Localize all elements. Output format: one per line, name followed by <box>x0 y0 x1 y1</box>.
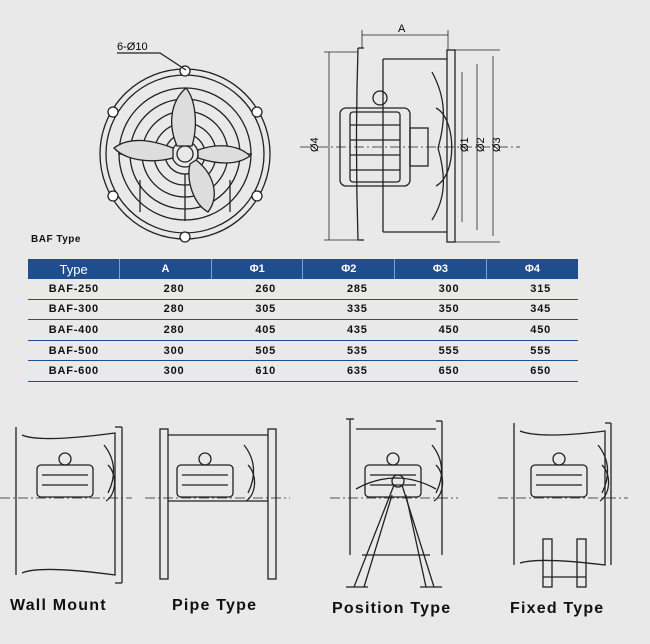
cell-phi4: 650 <box>486 361 578 382</box>
position-type-drawing <box>346 419 443 587</box>
dim-phi4-label: Ø4 <box>309 137 321 152</box>
dim-phi1-label: Ø1 <box>459 137 471 152</box>
cell-phi3: 650 <box>395 361 487 382</box>
cell-phi1: 305 <box>211 299 303 320</box>
spec-table <box>28 259 578 382</box>
baf-type-caption: BAF Type <box>31 234 81 245</box>
header-phi1: Φ1 <box>211 259 303 279</box>
fixed-type-caption: Fixed Type <box>510 600 605 617</box>
cell-phi1: 505 <box>211 340 303 361</box>
header-phi3: Φ3 <box>395 259 487 279</box>
table-row <box>28 320 578 341</box>
wall-mount-drawing <box>16 427 122 583</box>
cell-a: 280 <box>120 320 212 341</box>
header-phi2: Φ2 <box>303 259 395 279</box>
cell-phi4: 450 <box>486 320 578 341</box>
cell-phi3: 300 <box>395 279 487 299</box>
cell-phi4: 345 <box>486 299 578 320</box>
cell-phi4: 315 <box>486 279 578 299</box>
table-row <box>28 279 578 299</box>
position-type-caption: Position Type <box>332 600 452 617</box>
header-type: Type <box>28 259 120 279</box>
header-a: A <box>120 259 212 279</box>
cell-type: BAF-250 <box>28 279 120 299</box>
cell-phi3: 450 <box>395 320 487 341</box>
cell-phi2: 335 <box>303 299 395 320</box>
cell-a: 280 <box>120 299 212 320</box>
cell-a: 300 <box>120 361 212 382</box>
cell-type: BAF-600 <box>28 361 120 382</box>
wall-mount-caption: Wall Mount <box>10 597 107 614</box>
table-header-row <box>28 259 578 279</box>
header-phi4: Φ4 <box>486 259 578 279</box>
table-row <box>28 361 578 382</box>
cell-phi1: 405 <box>211 320 303 341</box>
table-row <box>28 299 578 320</box>
cell-phi2: 285 <box>303 279 395 299</box>
cell-phi1: 610 <box>211 361 303 382</box>
cell-type: BAF-300 <box>28 299 120 320</box>
cell-phi3: 350 <box>395 299 487 320</box>
pipe-type-drawing <box>160 429 276 579</box>
front-view-drawing <box>0 0 650 250</box>
fixed-type-drawing <box>514 423 611 587</box>
mounting-types-drawing <box>0 405 650 595</box>
cell-type: BAF-400 <box>28 320 120 341</box>
pipe-type-caption: Pipe Type <box>172 597 258 614</box>
cell-phi2: 635 <box>303 361 395 382</box>
cell-a: 280 <box>120 279 212 299</box>
hole-label: 6-Ø10 <box>117 41 148 53</box>
cell-phi3: 555 <box>395 340 487 361</box>
dim-a-label: A <box>398 23 406 35</box>
dim-phi3-label: Ø3 <box>491 137 503 152</box>
cell-phi1: 260 <box>211 279 303 299</box>
cell-phi4: 555 <box>486 340 578 361</box>
cell-phi2: 435 <box>303 320 395 341</box>
table-row <box>28 340 578 361</box>
dim-phi2-label: Ø2 <box>475 137 487 152</box>
cell-phi2: 535 <box>303 340 395 361</box>
cell-type: BAF-500 <box>28 340 120 361</box>
cell-a: 300 <box>120 340 212 361</box>
